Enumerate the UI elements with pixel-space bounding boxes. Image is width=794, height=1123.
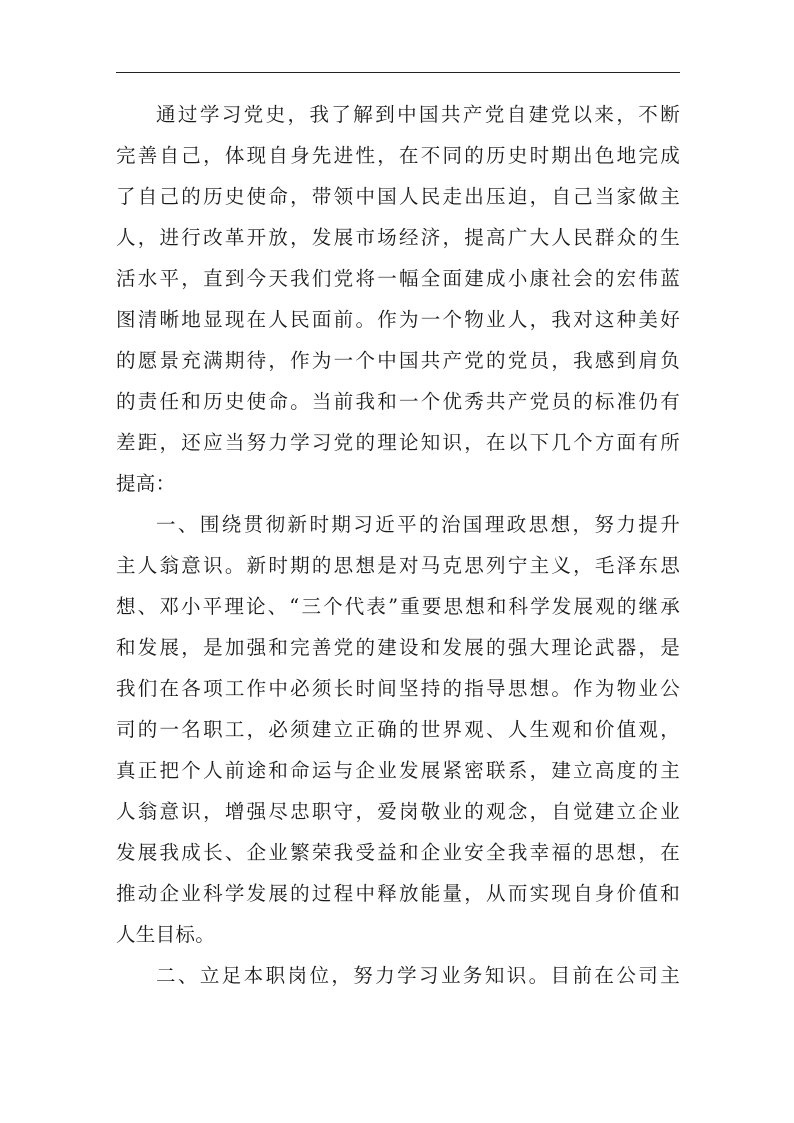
text-line: 真正把个人前途和命运与企业发展紧密联系，建立高度的主	[116, 759, 680, 782]
text-line: 发展我成长、企业繁荣我受益和企业安全我幸福的思想，在	[116, 841, 680, 864]
header-rule	[116, 72, 680, 73]
text-line: 主人翁意识。新时期的思想是对马克思列宁主义，毛泽东思	[116, 554, 680, 577]
text-line: 了自己的历史使命，带领中国人民走出压迫，自己当家做主	[116, 185, 680, 208]
text-line: 想、邓小平理论、“三个代表”重要思想和科学发展观的继承	[116, 595, 680, 618]
text-line: 司的一名职工，必须建立正确的世界观、人生观和价值观，	[116, 718, 680, 741]
text-line: 一、围绕贯彻新时期习近平的治国理政思想，努力提升	[156, 513, 680, 536]
text-line: 人，进行改革开放，发展市场经济，提高广大人民群众的生	[116, 226, 680, 249]
text-line: 推动企业科学发展的过程中释放能量，从而实现自身价值和	[116, 882, 680, 905]
text-line: 的责任和历史使命。当前我和一个优秀共产党员的标准仍有	[116, 390, 680, 413]
text-line: 差距，还应当努力学习党的理论知识，在以下几个方面有所	[116, 431, 680, 454]
text-line: 完善自己，体现自身先进性，在不同的历史时期出色地完成	[116, 144, 680, 167]
text-line: 通过学习党史，我了解到中国共产党自建党以来，不断	[156, 103, 680, 126]
document-body	[116, 94, 680, 996]
text-line: 人翁意识，增强尽忠职守，爱岗敬业的观念，自觉建立企业	[116, 800, 680, 823]
text-line: 我们在各项工作中必须长时间坚持的指导思想。作为物业公	[116, 677, 680, 700]
text-line: 二、立足本职岗位，努力学习业务知识。目前在公司主	[156, 964, 680, 987]
text-line: 的愿景充满期待，作为一个中国共产党的党员，我感到肩负	[116, 349, 680, 372]
text-line: 活水平，直到今天我们党将一幅全面建成小康社会的宏伟蓝	[116, 267, 680, 290]
text-line: 人生目标。	[116, 923, 216, 946]
text-line: 提高：	[116, 472, 176, 495]
text-line: 和发展，是加强和完善党的建设和发展的强大理论武器，是	[116, 636, 680, 659]
text-line: 图清晰地显现在人民面前。作为一个物业人，我对这种美好	[116, 308, 680, 331]
